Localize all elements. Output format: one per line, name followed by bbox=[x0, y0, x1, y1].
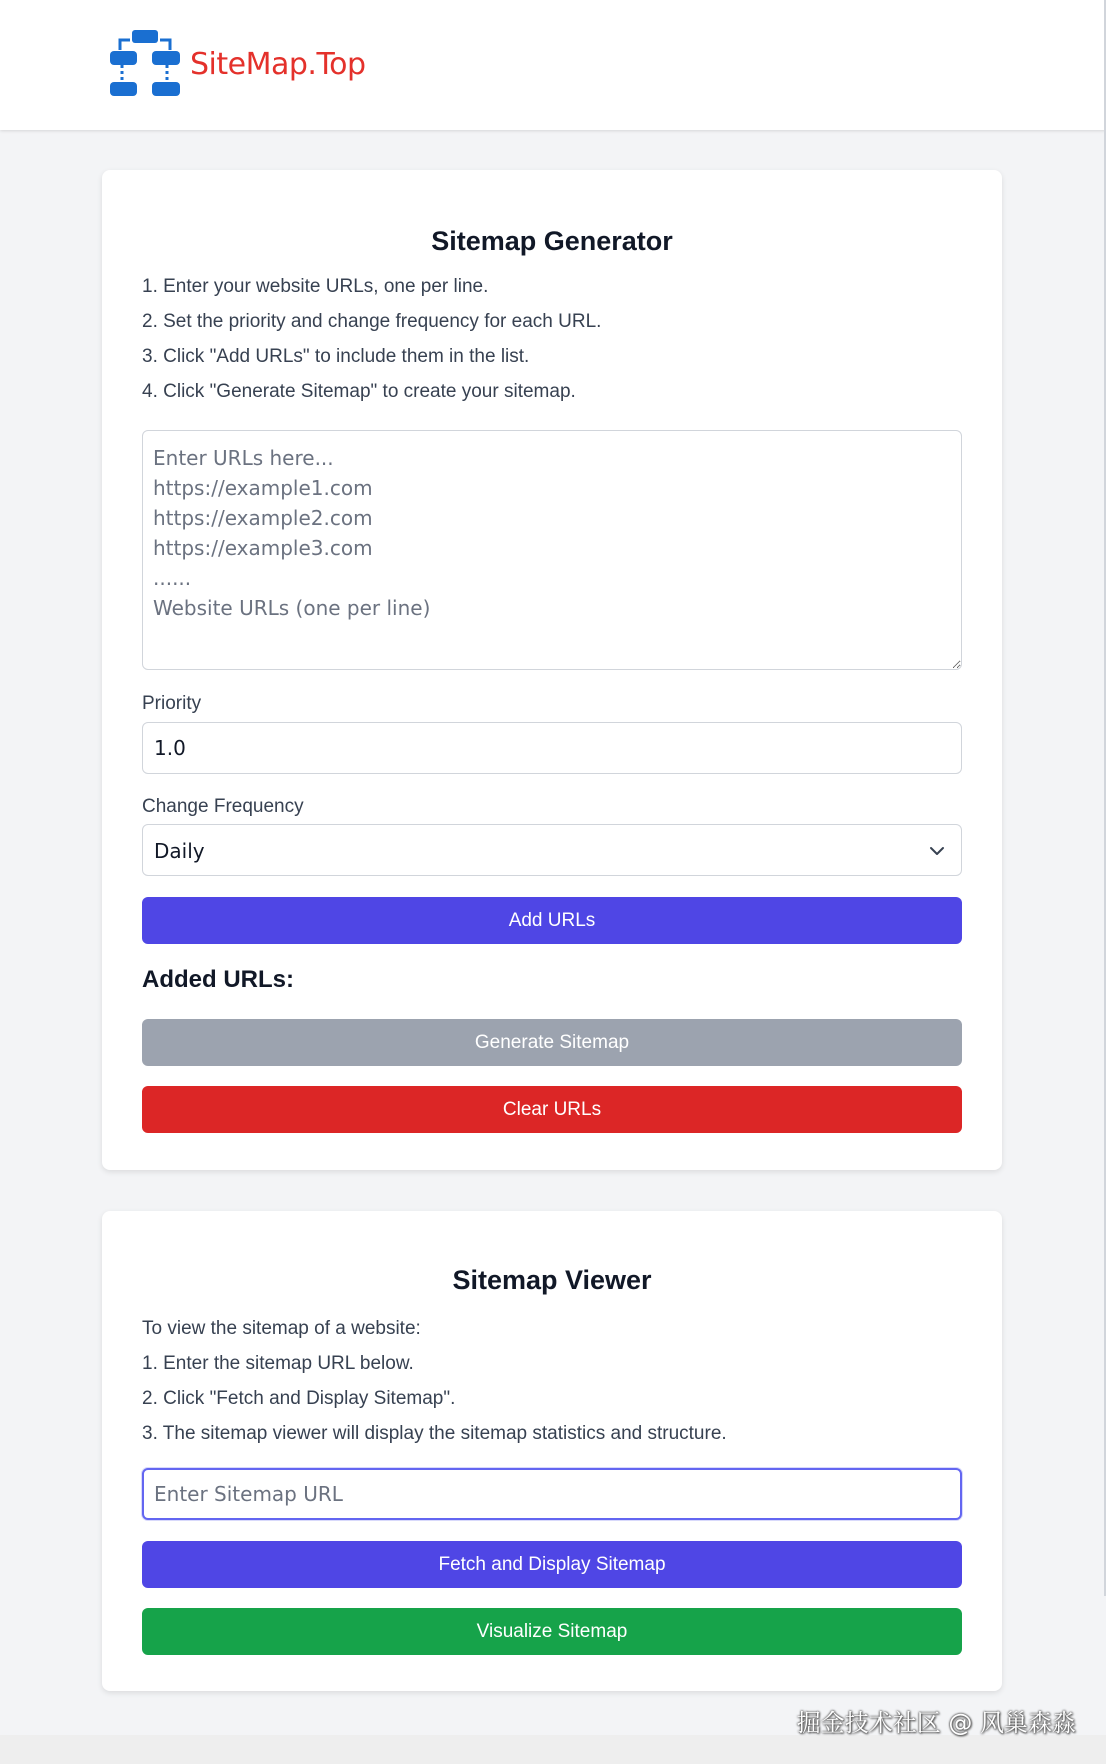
viewer-title: Sitemap Viewer bbox=[452, 1265, 652, 1295]
change-frequency-label: Change Frequency bbox=[142, 796, 304, 817]
generator-step-4: 4. Click "Generate Sitemap" to create your sitemap. bbox=[142, 381, 576, 402]
sitemap-viewer-card bbox=[102, 1211, 1002, 1691]
generate-sitemap-button[interactable]: Generate Sitemap bbox=[142, 1019, 962, 1066]
priority-label: Priority bbox=[142, 693, 202, 714]
generator-step-3: 3. Click "Add URLs" to include them in the list. bbox=[142, 346, 530, 367]
footer-strip bbox=[0, 1735, 1106, 1764]
added-urls-heading: Added URLs: bbox=[142, 966, 294, 993]
site-logo[interactable] bbox=[110, 28, 366, 100]
generator-step-2: 2. Set the priority and change frequency for each URL. bbox=[142, 311, 602, 332]
sitemap-generator-card bbox=[102, 170, 1002, 1170]
change-frequency-select[interactable] bbox=[142, 824, 962, 876]
sitemap-icon bbox=[110, 28, 186, 100]
change-frequency-value: Daily bbox=[154, 839, 205, 863]
viewer-intro: To view the sitemap of a website: bbox=[142, 1318, 421, 1339]
priority-input[interactable] bbox=[142, 722, 962, 774]
chevron-down-icon bbox=[929, 843, 945, 859]
viewer-step-2: 2. Click "Fetch and Display Sitemap". bbox=[142, 1388, 456, 1409]
viewer-step-1: 1. Enter the sitemap URL below. bbox=[142, 1353, 414, 1374]
fetch-display-sitemap-button[interactable]: Fetch and Display Sitemap bbox=[142, 1541, 962, 1588]
site-header bbox=[0, 0, 1106, 130]
watermark: 掘金技术社区 @ 风巢森淼 bbox=[796, 1709, 1076, 1737]
add-urls-button[interactable]: Add URLs bbox=[142, 897, 962, 944]
clear-urls-button[interactable]: Clear URLs bbox=[142, 1086, 962, 1133]
visualize-sitemap-button[interactable]: Visualize Sitemap bbox=[142, 1608, 962, 1655]
viewer-step-3: 3. The sitemap viewer will display the sitemap statistics and structure. bbox=[142, 1423, 727, 1444]
generator-step-1: 1. Enter your website URLs, one per line. bbox=[142, 276, 489, 297]
sitemap-url-input[interactable] bbox=[142, 1468, 962, 1520]
urls-textarea[interactable] bbox=[142, 430, 962, 670]
logo-text: SiteMap.Top bbox=[190, 46, 366, 82]
generator-title: Sitemap Generator bbox=[431, 226, 673, 256]
